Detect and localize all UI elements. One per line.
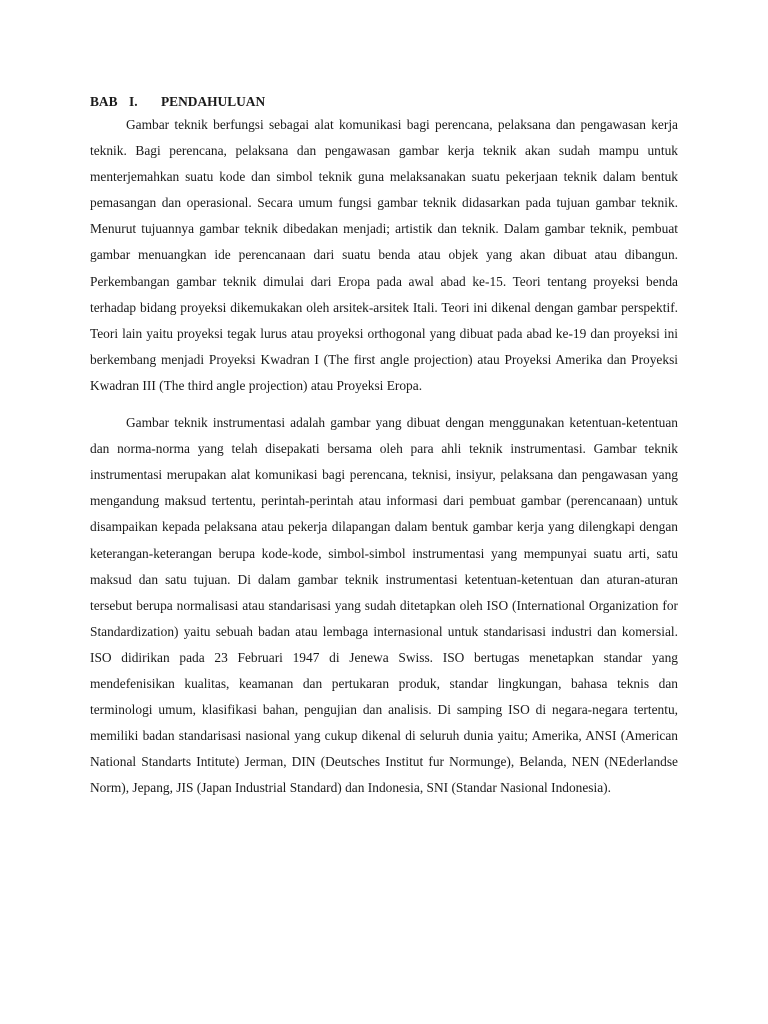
paragraph-gambar-teknik: Gambar teknik berfungsi sebagai alat komunikasi bagi perencana, pelaksana dan pengawasan kerja teknik. Bagi perencana, pelaksana dan pengawasan gambar kerja teknik akan sudah mampu untuk menterjemahkan suatu kode dan simbol teknik guna melaksanakan suatu pekerjaan teknik dalam bentuk pemasangan dan operasional. Secara umum fungsi gambar teknik didasarkan pada tujuan gambar teknik. Menurut tujuannya gambar teknik dibedakan menjadi; artistik dan teknik. Dalam gambar teknik, pembuat gambar menuangkan ide perencanaan dari suatu benda atau objek yang akan dibuat atau dibangun. Perkembangan gambar teknik dimulai dari Eropa pada awal abad ke-15. Teori tentang proyeksi benda terhadap bidang proyeksi dikemukakan oleh arsitek-arsitek Itali. Teori ini dikenal dengan gambar perspektif. Teori lain yaitu proyeksi tegak lurus atau proyeksi orthogonal yang dibuat pada abad ke-19 dan proyeksi ini berkembang menjadi Proyeksi Kwadran I (The first angle projection) atau Proyeksi Amerika dan Proyeksi Kwadran III (The third angle projection) atau Proyeksi Eropa. [90,117,678,393]
paragraph-gambar-teknik-instrumentasi: Gambar teknik instrumentasi adalah gambar yang dibuat dengan menggunakan ketentuan-ketentuan dan norma-norma yang telah disepakati bersama oleh para ahli teknik instrumentasi. Gambar teknik instrumentasi merupakan alat komunikasi bagi perencana, teknisi, insiyur, pelaksana dan pengawasan yang mengandung maksud tertentu, perintah-perintah atau informasi dari pembuat gambar (perencanaan) untuk disampaikan kepada pelaksana atau pekerja dilapangan dalam bentuk gambar kerja yang dilengkapi dengan keterangan-keterangan berupa kode-kode, simbol-simbol instrumentasi yang mempunyai suatu arti, satu maksud dan satu tujuan. Di dalam gambar teknik instrumentasi ketentuan-ketentuan dan aturan-aturan tersebut berupa normalisasi atau standarisasi yang sudah ditetapkan oleh ISO (International Organization for Standardization) yaitu sebuah badan atau lembaga internasional untuk standarisasi industri dan komersial. ISO didirikan pada 23 Februari 1947 di Jenewa Swiss. ISO bertugas menetapkan standar yang mendefenisikan kualitas, keamanan dan pertukaran produk, standar lingkungan, bahasa teknis dan terminologi umum, klasifikasi bahan, pengujian dan analisis. Di samping ISO di negara-negara tertentu, memiliki badan standarisasi nasional yang cukup dikenal di seluruh dunia yaitu; Amerika, ANSI (American National Standarts Intitute) Jerman, DIN (Deutsches Institut fur Normunge), Belanda, NEN (NEderlandse Norm), Jepang, JIS (Japan Industrial Standard) dan Indonesia, SNI (Standar Nasional Indonesia). [90,415,678,796]
chapter-label: BAB [90,94,118,109]
chapter-heading [90,92,678,112]
chapter-number: I. [129,94,138,109]
document-body [90,92,678,801]
chapter-title: PENDAHULUAN [161,94,266,109]
